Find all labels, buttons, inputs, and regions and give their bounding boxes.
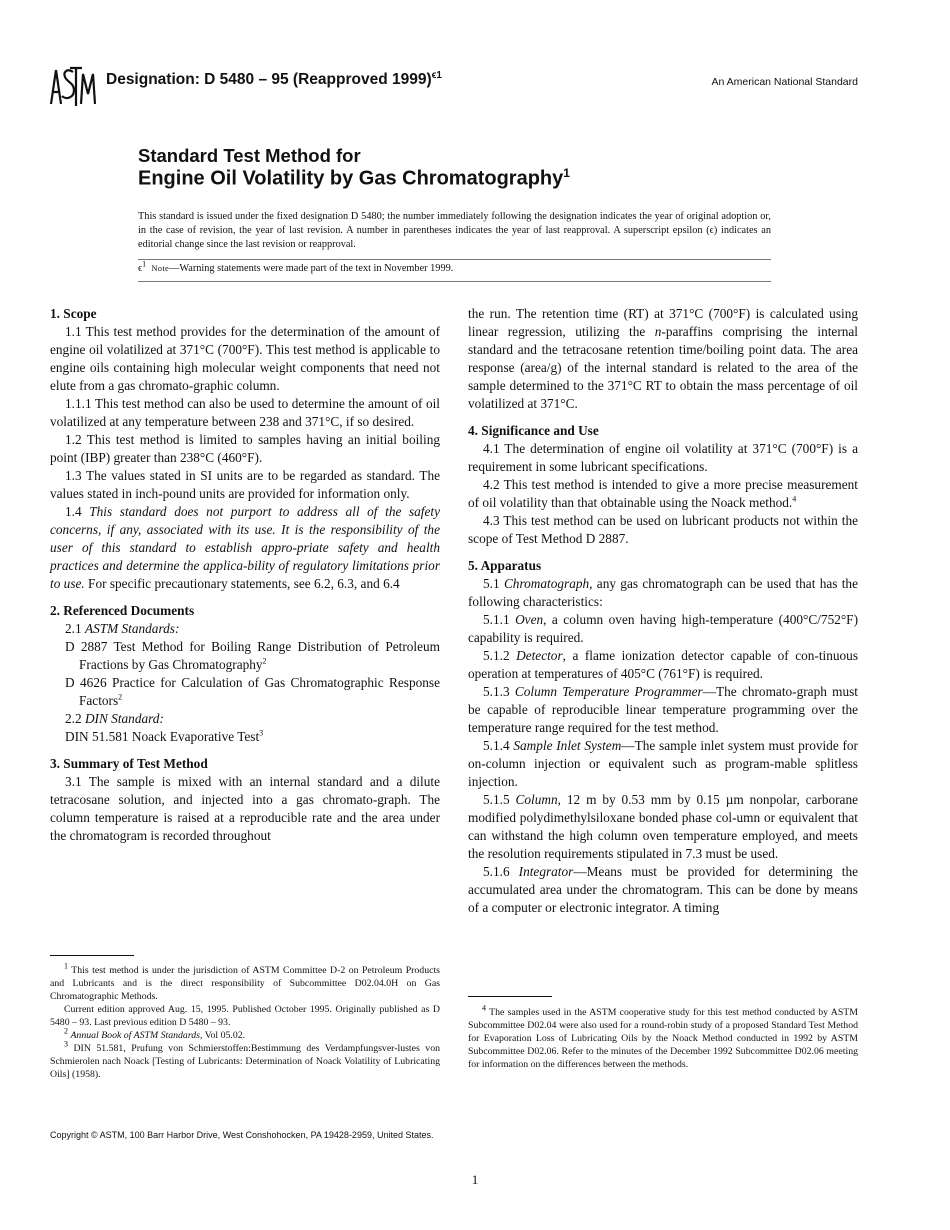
para-2-2-num: 2.2 <box>65 711 85 726</box>
footnote-4 <box>468 1003 858 1071</box>
footnote-1-text: This test method is under the jurisdiction of ASTM Committee D-2 on Petroleum Products and Lubricants and is the direct responsibility of Subcommittee D02.04.0H on Gas Chromatographic Methods. <box>50 965 440 1002</box>
detector-term: Detector <box>516 648 563 663</box>
section-heading-referenced-documents: 2. Referenced Documents <box>50 603 195 618</box>
reference-d4626-sup: 2 <box>118 692 123 702</box>
para-5-1-6-text: —Means must be provided for determining the accumulated area under the chromatogram. This can be done by means of a computer or electronic integrator. A timing <box>468 864 858 915</box>
footnote-4-text: The samples used in the ASTM cooperative study for this test method conducted by ASTM Subcommittee D02.04 were also used for a round-robin study of a proposed Standard Test Method for Evaporation Loss of Lubricating Oils by the Noack Method conducted in 1992 by ASTM Subcommittee D02.06. Refer to the minutes of the December 1992 Subcommittee D02.06 meeting for information on the differences between the methods. <box>468 1007 858 1070</box>
para-5-1-1-text: , a column oven having high-temperature (400°C/752°F) capability is required. <box>468 612 859 645</box>
footnote-2-tail: , Vol 05.02. <box>200 1030 246 1041</box>
para-5-1-4 <box>468 737 858 791</box>
para-4-3: 4.3 This test method can be used on lubricant products not within the scope of Test Method D 2887. <box>468 513 858 546</box>
oven-term: Oven <box>515 612 544 627</box>
chromatograph-term: Chromatograph <box>503 576 590 591</box>
column-temperature-programmer-term: Column Temperature Programmer <box>514 684 703 699</box>
para-5-1-4-text: —The sample inlet system must provide for on-column injection or equivalent such as program-mable splitless injection. <box>468 738 858 789</box>
right-column <box>468 305 858 917</box>
page-number: 1 <box>471 1172 479 1187</box>
para-1-4-tail: For specific precautionary statements, see 6.2, 6.3, and 6.4 <box>84 576 400 591</box>
para-3-1-part-2 <box>468 305 858 413</box>
para-4-2-sup: 4 <box>792 494 797 504</box>
footnote-2-mark: 2 <box>64 1026 68 1036</box>
title-line-1: Standard Test Method for <box>138 145 361 166</box>
para-5-1-1-num: 5.1.1 <box>483 612 516 627</box>
footnote-4-mark: 4 <box>482 1003 486 1013</box>
para-2-1 <box>50 620 440 638</box>
footnotes-left <box>50 961 440 1081</box>
para-4-1: 4.1 The determination of engine oil volatility at 371°C (700°F) is a requirement in some lubricant specifications. <box>468 441 858 474</box>
section-heading-significance: 4. Significance and Use <box>468 423 599 438</box>
para-5-1-3-num: 5.1.3 <box>483 684 515 699</box>
para-1-2: 1.2 This test method is limited to samples having an initial boiling point (IBP) greater than 238°C (460°F). <box>50 432 440 465</box>
din-standard-label: DIN Standard: <box>84 711 164 726</box>
footnote-rule-left <box>50 955 134 956</box>
epsilon-mark-sup: 1 <box>142 259 147 269</box>
para-5-1-5-text: , 12 m by 0.53 mm by 0.15 µm nonpolar, carborane modified polydimethylsiloxane bonded phase col-umn or equivalent that can withstand the high column oven temperature employed, and meets the resolution requirements stipulated in 7.3 must be used. <box>468 792 859 861</box>
para-5-1-3 <box>468 683 858 737</box>
para-5-1-1 <box>468 611 858 647</box>
epsilon-note-text: —Warning statements were made part of the text in November 1999. <box>169 263 454 274</box>
issued-note: This standard is issued under the fixed designation D 5480; the number immediately following the designation indicates the year of original adoption or, in the case of revision, the year of last revision. A number in parentheses indicates the year of last reapproval. A superscript epsilon (ϵ) indicates an editorial change since the last revision or reapproval. <box>138 211 771 250</box>
para-5-1-6-num: 5.1.6 <box>483 864 519 879</box>
astm-logo <box>48 64 96 108</box>
footnote-2 <box>50 1026 440 1042</box>
para-5-1-2-text: , a flame ionization detector capable of con-tinuous operation at temperatures of 405°C (761°F) is required. <box>468 648 859 681</box>
epsilon-note <box>138 259 454 274</box>
para-1-1: 1.1 This test method provides for the determination of the amount of engine oil volatilized at 371°C (700°F). This test method is applicable to engine oils containing high molecular weight components that need not elute from a gas chromato-graphic column. <box>50 324 440 393</box>
footnote-rule-right <box>468 996 552 997</box>
footnote-3 <box>50 1039 440 1081</box>
integrator-term: Integrator <box>518 864 574 879</box>
para-5-1-5 <box>468 791 858 863</box>
para-5-1-2 <box>468 647 858 683</box>
para-1-4-num: 1.4 <box>65 504 90 519</box>
para-1-3: 1.3 The values stated in SI units are to be regarded as standard. The values stated in inch-pound units are provided for information only. <box>50 468 440 501</box>
title-footnote-mark: 1 <box>563 166 570 180</box>
column-term: Column <box>515 792 558 807</box>
note-label: Note <box>151 263 170 273</box>
footnote-2-text: Annual Book of ASTM Standards <box>70 1030 200 1041</box>
para-1-1-1: 1.1.1 This test method can also be used to determine the amount of oil volatilized at any temperature between 238 and 371°C, if so desired. <box>50 396 440 429</box>
para-4-2 <box>468 476 858 512</box>
para-5-1-2-num: 5.1.2 <box>483 648 517 663</box>
para-5-1-text: , any gas chromatograph can be used that has the following characteristics: <box>468 576 858 609</box>
reference-d4626-text: D 4626 Practice for Calculation of Gas Chromatographic Response Factors <box>65 675 440 708</box>
reference-d4626 <box>50 674 440 710</box>
reference-d2887 <box>50 638 440 674</box>
epsilon-mark: ϵ <box>138 263 143 274</box>
para-5-1-num: 5.1 <box>483 576 504 591</box>
reference-d2887-sup: 2 <box>262 656 267 666</box>
safety-statement: This standard does not purport to address all of the safety concerns, if any, associated with its use. It is the responsibility of the user of this standard to establish appro-priate safety and health practices and determine the applica-bility of regulatory limitations prior to use. <box>50 504 440 591</box>
divider-top <box>138 259 771 260</box>
reference-din-text: DIN 51.581 Noack Evaporative Test <box>65 729 260 744</box>
footnotes-right <box>468 1003 858 1071</box>
astm-logo-text: ASTM <box>72 106 75 107</box>
designation <box>106 70 442 89</box>
sample-inlet-system-term: Sample Inlet System <box>513 738 622 753</box>
reference-din <box>50 728 440 746</box>
reference-d2887-text: D 2887 Test Method for Boiling Range Distribution of Petroleum Fractions by Gas Chromatography <box>65 639 440 672</box>
para-2-2 <box>50 710 440 728</box>
title-line-2 <box>138 166 570 191</box>
footnote-3-text: DIN 51.581, Prufung von Schmierstoffen:Bestimmung des Verdampfungsver-lustes von Schmierolen nach Noack [Testing of Lubricants: Determination of Noack Volatility of Lubricating Oils] (1958). <box>50 1043 440 1080</box>
left-column <box>50 305 440 845</box>
para-3-1-text-a: the run. The retention time (RT) at 371°C (700°F) is calculated using linear regression, utilizing the <box>468 306 858 339</box>
para-2-1-num: 2.1 <box>65 621 85 636</box>
para-5-1-4-num: 5.1.4 <box>483 738 514 753</box>
astm-standards-label: ASTM Standards: <box>84 621 180 636</box>
reference-din-sup: 3 <box>259 728 264 738</box>
national-standard-label: An American National Standard <box>711 76 858 88</box>
designation-text: Designation: D 5480 – 95 (Reapproved 1999) <box>106 71 432 89</box>
copyright: Copyright © ASTM, 100 Barr Harbor Drive, West Conshohocken, PA 19428-2959, United States. <box>50 1130 434 1140</box>
footnote-3-mark: 3 <box>64 1039 68 1049</box>
para-5-1 <box>468 575 858 611</box>
title-text: Engine Oil Volatility by Gas Chromatography <box>138 167 564 190</box>
n-paraffins-italic: n <box>654 324 662 339</box>
section-heading-scope: 1. Scope <box>50 306 97 321</box>
para-1-4 <box>50 503 440 593</box>
para-5-1-3-text: —The chromato-graph must be capable of reproducible linear temperature programming over the temperature range required for the test method. <box>468 684 859 735</box>
para-5-1-5-num: 5.1.5 <box>483 792 516 807</box>
divider-bottom <box>138 281 771 282</box>
para-5-1-6 <box>468 863 858 917</box>
designation-epsilon: ϵ1 <box>431 70 442 81</box>
para-3-1-part-1: 3.1 The sample is mixed with an internal standard and a dilute tetracosane solution, and injected into a gas chromato-graph. The column temperature is raised at a reproducible rate and the area under the chromatogram is recorded throughout <box>50 774 440 843</box>
astm-logo-mark <box>48 64 96 108</box>
para-4-2-text: 4.2 This test method is intended to give a more precise measurement of oil volatility than that obtainable using the Noack method. <box>468 477 858 510</box>
section-heading-summary: 3. Summary of Test Method <box>50 756 208 771</box>
section-heading-apparatus: 5. Apparatus <box>468 558 542 573</box>
footnote-1-mark: 1 <box>64 961 68 971</box>
footnote-1-edition: Current edition approved Aug. 15, 1995. Published October 1995. Originally published as D 5480 – 93. Last previous edition D 5480 – 93. <box>50 1004 440 1028</box>
para-3-1-text-b: -paraffins comprising the internal standard and the tetracosane retention time/boiling point data. The area response (area/g) of the internal standard is related to the area of the sample determined to the 371°C RT to obtain the mass percentage of oil volatilized at 371°C. <box>468 324 858 411</box>
footnote-1 <box>50 961 440 1003</box>
